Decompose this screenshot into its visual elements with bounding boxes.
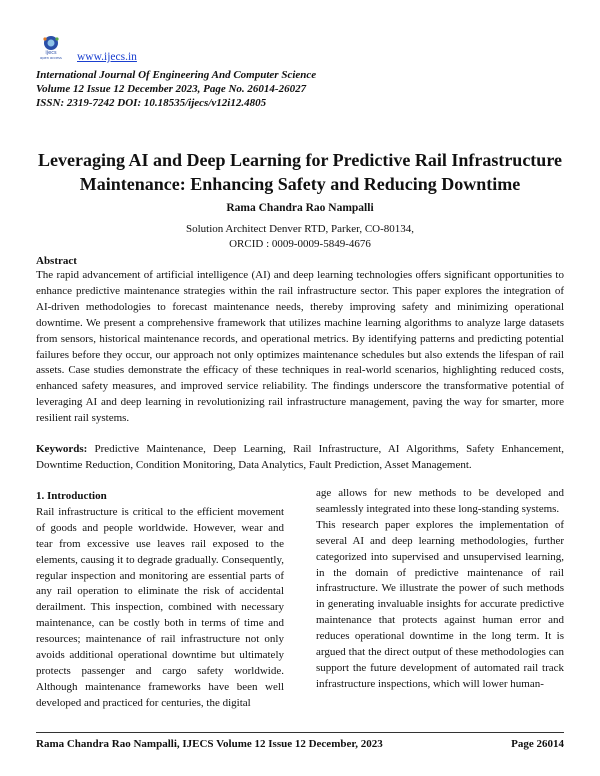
svg-text:open access: open access (40, 56, 62, 60)
svg-text:ijecs: ijecs (45, 50, 57, 56)
intro-paragraph-2: This research paper explores the implementation of several AI and deep learning methodologies, further categorized into supervised and unsupervised learning, in the domain of predictive maintenance of rail infrastructure. We illustrate the power of such methods in generating invaluable insights for accurate predictive maintenance that protects against human error and reduces operational downtime in the long term. It is argued that the direct output of these methodologies can support the future development of automated rail track infrastructure inspections, which will lower human- (316, 518, 564, 690)
volume-info: Volume 12 Issue 12 December 2023, Page No. 26014-26027 (36, 83, 307, 95)
footer-citation: Rama Chandra Rao Nampalli, IJECS Volume 12 Issue 12 December, 2023 (36, 738, 383, 750)
paper-title: Leveraging AI and Deep Learning for Predictive Rail Infrastructure Maintenance: Enhancing Safety and Reducing Downtime (38, 150, 562, 194)
abstract-text: The rapid advancement of artificial intelligence (AI) and deep learning technologies offers significant opportunities to enhance predictive maintenance strategies within the rail infrastructure sector. This paper explores the integration of AI-driven methodologies to forecast maintenance needs, thereby improving safety and minimizing operational downtime. We present a comprehensive framework that utilizes machine learning algorithms to analyze large datasets from sensors, historical maintenance records, and operational metrics. By identifying patterns and predicting potential failures before they occur, our approach not only optimizes maintenance schedules but also extends the lifespan of rail assets. Case studies demonstrate the efficacy of these techniques in real-world scenarios, highlighting reduced costs, enhanced safety measures, and improved service reliability. The findings underscore the transformative potential of leveraging AI and deep learning in revolutionizing rail infrastructure management, paving the way for smarter, more resilient rail systems. (36, 269, 564, 425)
left-column (36, 489, 284, 712)
keywords-list: Predictive Maintenance, Deep Learning, Rail Infrastructure, AI Algorithms, Safety Enhancement, Downtime Reduction, Condition Monitoring, Data Analytics, Fault Prediction, Asset Management. (36, 443, 565, 471)
author-orcid: ORCID : 0009-0009-5849-4676 (229, 238, 371, 250)
footer-page-number: Page 26014 (511, 738, 564, 750)
issn-doi: ISSN: 2319-7242 DOI: 10.18535/ijecs/v12i12.4805 (36, 97, 267, 109)
author-affiliation: Solution Architect Denver RTD, Parker, CO-80134, (185, 223, 415, 235)
footer-divider (36, 732, 564, 733)
keywords (36, 441, 564, 473)
abstract-heading: Abstract (36, 255, 77, 267)
intro-paragraph-1: Rail infrastructure is critical to the efficient movement of goods and people worldwide. However, wear and tear from excessive use leaves rail exposed to the elements, causing it to degrade gradually. Consequently, regular inspection and monitoring are essential parts of any rail operation to eliminate the risk of accidental derailment. This inspection, combined with necessary maintenance, can be costly both in terms of time and resources; maintenance of rail infrastructure not only avoids additional operational downtime but ultimately protects passenger and cargo safety worldwide. Although maintenance frameworks have been well developed and practiced for centuries, the digital (36, 505, 284, 709)
keywords-label: Keywords: (36, 443, 88, 455)
intro-paragraph-1-continued: age allows for new methods to be developed and seamlessly integrated into these long-standing systems. (316, 487, 564, 515)
section-heading-introduction: 1. Introduction (36, 490, 107, 502)
journal-name: International Journal Of Engineering And Computer Science (36, 69, 317, 81)
author-name: Rama Chandra Rao Nampalli (226, 202, 374, 214)
right-column (316, 486, 564, 693)
journal-url-link[interactable]: www.ijecs.in (77, 51, 137, 63)
journal-logo-icon (38, 34, 64, 60)
